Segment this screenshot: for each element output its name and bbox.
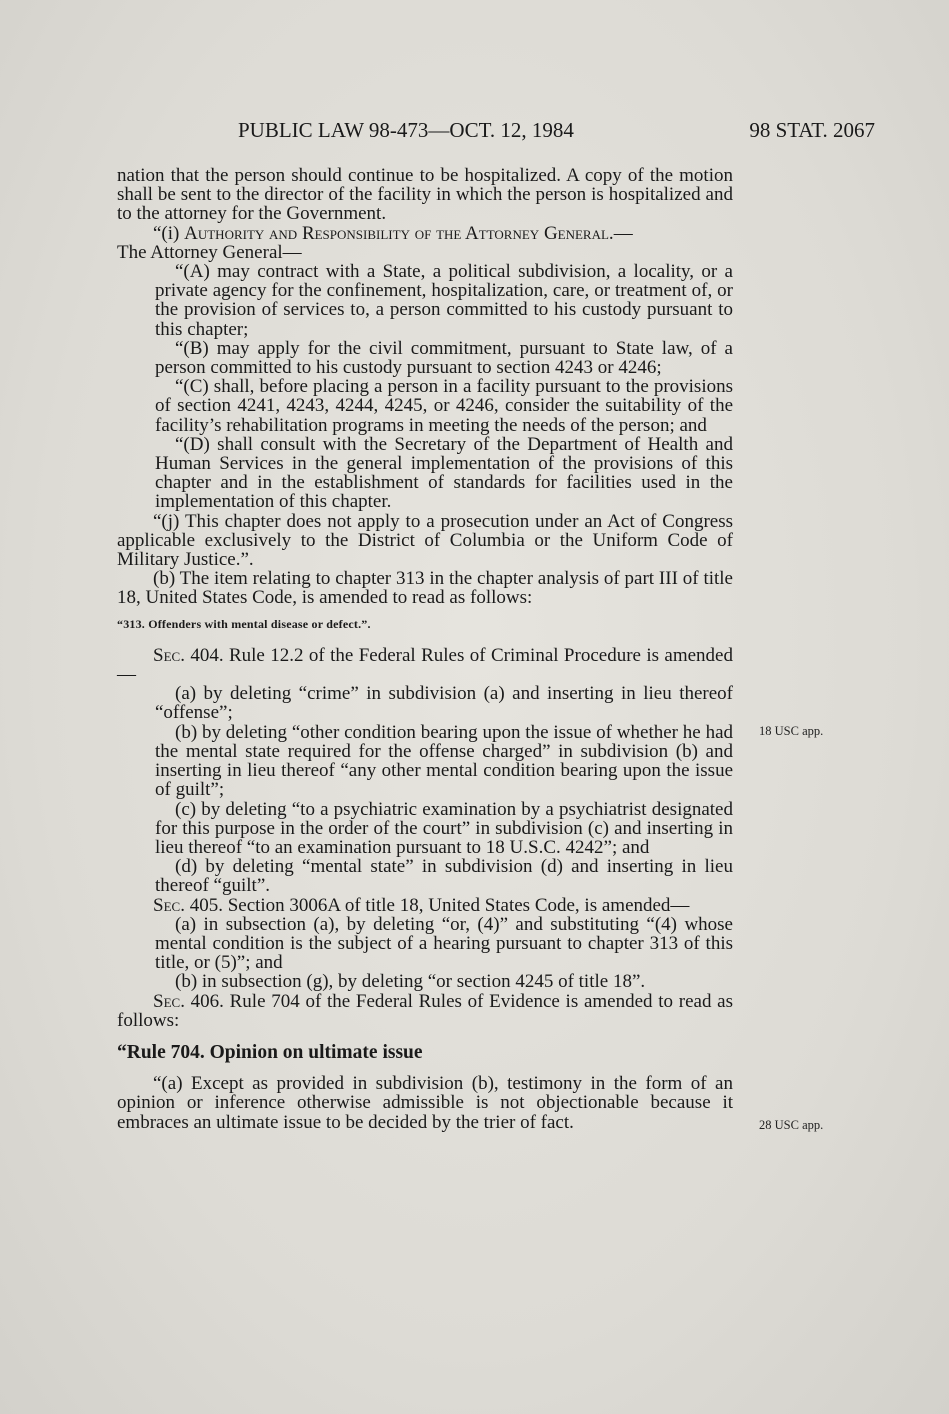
section-404-d: (d) by deleting “mental state” in subdivision (d) and inserting in lieu thereof “guilt”. (155, 856, 733, 897)
section-405 (117, 896, 733, 915)
clause-b: “(B) may apply for the civil commitment, pursuant to State law, of a person committed to his custody pursuant to section 4243 or 4246; (155, 337, 733, 379)
public-law-title: PUBLIC LAW 98-473—OCT. 12, 1984 (238, 118, 574, 142)
clause-a: “(A) may contract with a State, a political subdivision, a locality, or a private agency for the confinement, hospitalization, care, or treatment of, or the provision of services to, a person committed to his custody pursuant to this chapter; (155, 261, 733, 340)
subsection-i (117, 224, 733, 243)
section-404-b: (b) by deleting “other condition bearing upon the issue of whether he had the mental state required for the offense charged” in subdivision (b) and inserting in lieu thereof “any other mental condition bearing upon the issue of guilt”; (155, 721, 733, 801)
sec-405-text: . 405. Section 3006A of title 18, United States Code, is amended— (180, 894, 690, 916)
clause-c: “(C) shall, before placing a person in a facility pursuant to the provisions of section 4241, 4243, 4244, 4245, or 4246, consider the suitability of the facility’s rehabilitation programs in meeting the needs of the person; and (155, 376, 733, 436)
page-header (238, 118, 875, 148)
clause-d: “(D) shall consult with the Secretary of the Department of Health and Human Services in the general implementation of the provisions of this chapter and in the establishment of standards for facilities used in the implementation of this chapter. (155, 433, 733, 513)
statute-page-number: 98 STAT. 2067 (749, 118, 875, 142)
section-406 (117, 992, 733, 1030)
subsection-i-label: “(i) (153, 222, 185, 244)
body-text (117, 166, 733, 1132)
subsection-j: “(j) This chapter does not apply to a prosecution under an Act of Congress applicable exclusively to the District of Columbia or the Uniform Code of Military Justice.”. (117, 510, 733, 571)
sec-406-label: Sec (153, 990, 181, 1012)
section-404-c: (c) by deleting “to a psychiatric examination by a psychiatrist designated for this purpose in the order of the court” in subdivision (c) and inserting in lieu thereof “to an examination pursuant to 18 U.S.C. 4242”; and (155, 798, 733, 858)
sec-404-text: . 404. Rule 12.2 of the Federal Rules of Criminal Procedure is amended— (117, 644, 733, 686)
chapter-313-item: “313. Offenders with mental disease or defect.”. (117, 616, 371, 631)
sec-405-label: Sec (153, 894, 181, 916)
paragraph-continuation: nation that the person should continue to be hospitalized. A copy of the motion shall be sent to the director of the facility in which the person is hospitalized and to the attorney for the Government. (117, 165, 733, 225)
section-404 (117, 646, 733, 684)
section-405-b: (b) in subsection (g), by deleting “or section 4245 of title 18”. (175, 971, 646, 993)
section-404-a: (a) by deleting “crime” in subdivision (a) and inserting in lieu thereof “offense”; (155, 683, 733, 724)
sec-406-text: . 406. Rule 704 of the Federal Rules of Evidence is amended to read as follows: (117, 990, 733, 1031)
subsection-i-heading: Authority and Responsibility of the Attorney General. (184, 222, 614, 244)
section-405-a: (a) in subsection (a), by deleting “or, (4)” and substituting “(4) whose mental condition is the subject of a hearing pursuant to chapter 313 of this title, or (5)”; and (155, 913, 733, 974)
margin-note-18-usc: 18 USC app. (759, 724, 824, 738)
chapter-analysis-amendment: (b) The item relating to chapter 313 in the chapter analysis of part III of title 18, United States Code, is amended to read as follows: (117, 568, 733, 609)
subsection-i-intro: The Attorney General— (117, 241, 302, 263)
sec-404-label: Sec (153, 644, 181, 666)
subsection-i-dash: — (613, 222, 633, 244)
margin-note-28-usc: 28 USC app. (759, 1118, 824, 1132)
rule-704-a: “(a) Except as provided in subdivision (b), testimony in the form of an opinion or inference otherwise admissible is not objectionable because it embraces an ultimate issue to be decided by the trier of fact. (117, 1073, 733, 1133)
rule-704-heading: “Rule 704. Opinion on ultimate issue (117, 1041, 423, 1063)
